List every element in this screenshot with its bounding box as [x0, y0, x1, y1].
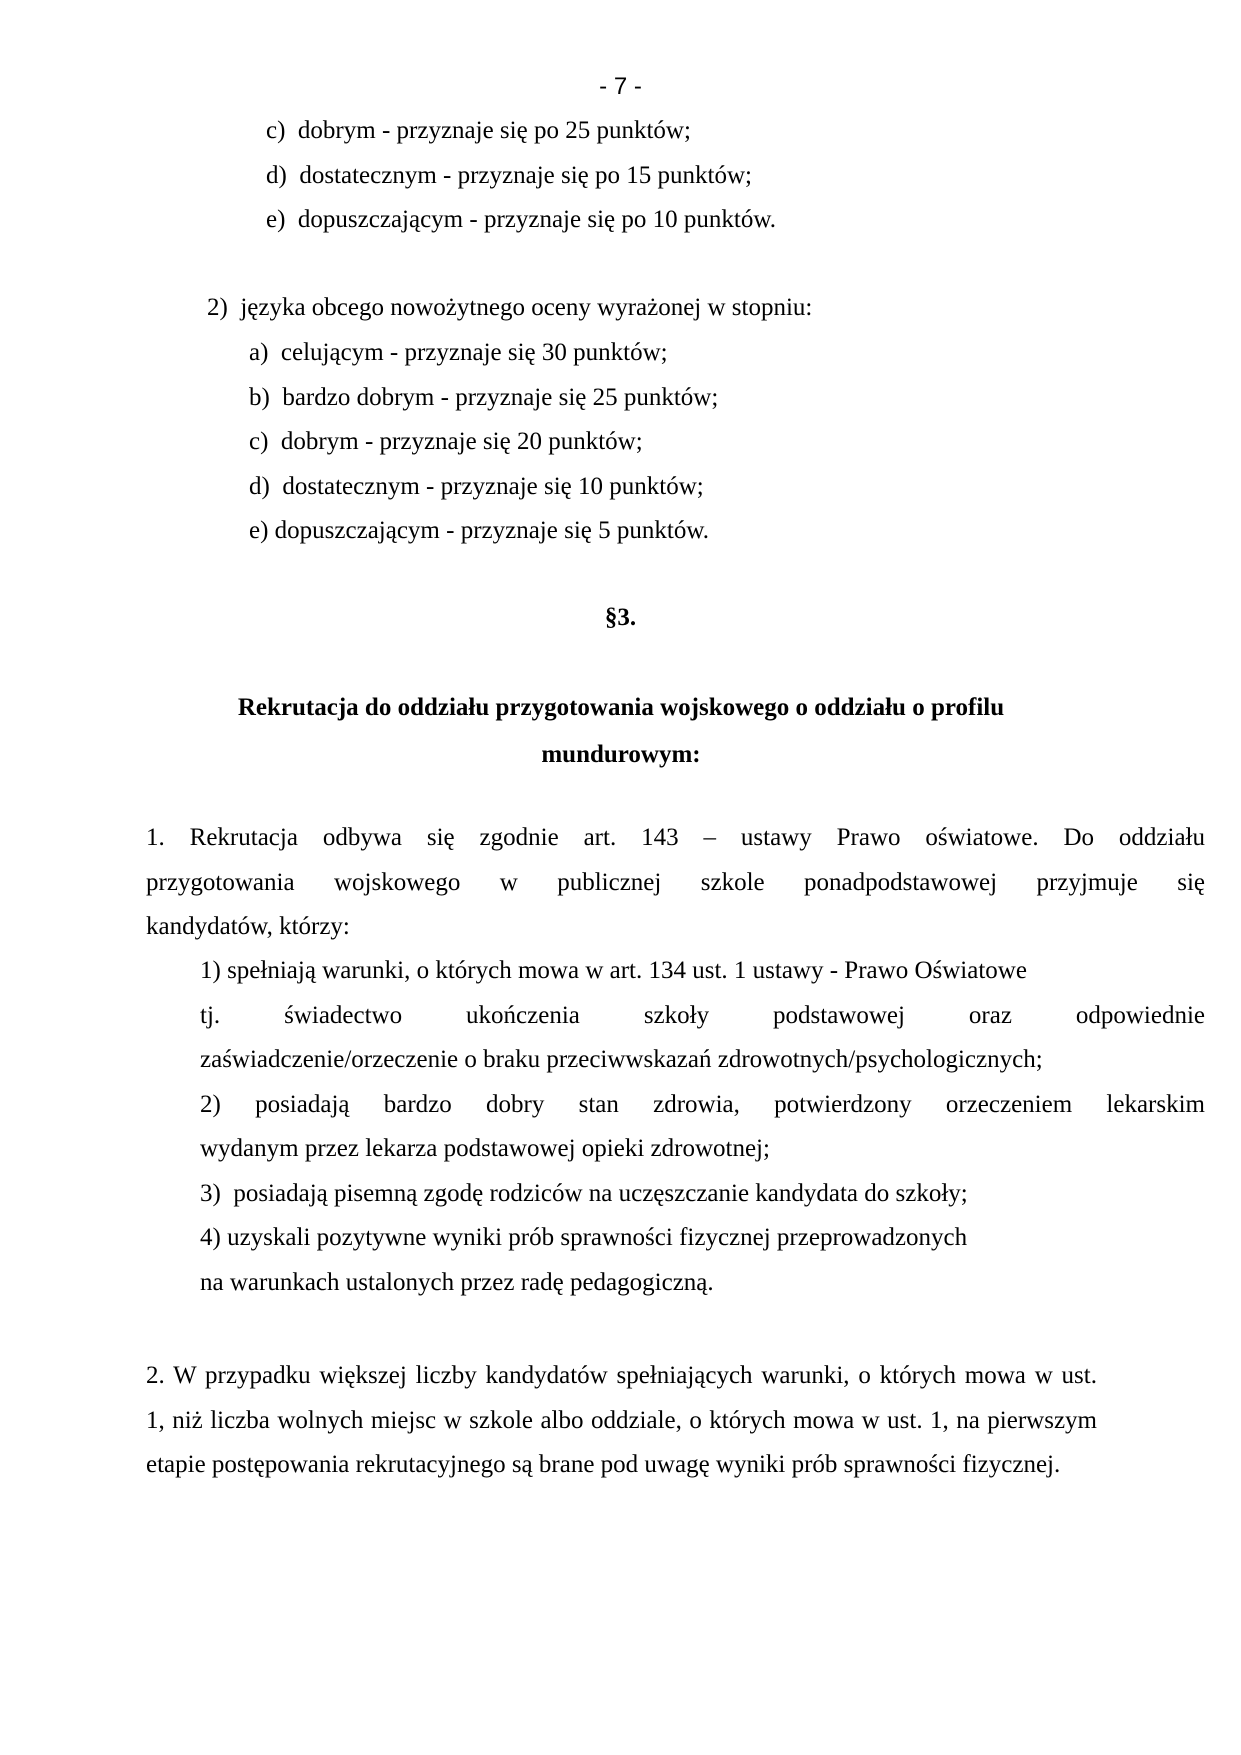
- list-item-c: c) dobrym - przyznaje się 20 punktów;: [249, 428, 643, 455]
- list-item-c: c) dobrym - przyznaje się po 25 punktów;: [266, 117, 691, 144]
- condition-1-line-3: zaświadczenie/orzeczenie o braku przeciwwskazań zdrowotnych/psychologicznych;: [200, 1046, 1043, 1073]
- foreign-language-header: [207, 286, 812, 331]
- foreign-language-grade-list: [249, 331, 718, 554]
- section-3-title: [121, 684, 1121, 778]
- section-3-marker: §3.: [604, 604, 637, 631]
- text-line: przygotowania wojskowego w publicznej szkole ponadpodstawowej przyjmuje się: [146, 868, 1205, 896]
- text-line: 1, niż liczba wolnych miejsc w szkole albo oddziale, o których mowa w ust. 1, na pierwszym: [146, 1406, 1097, 1434]
- title-line-1: Rekrutacja do oddziału przygotowania wojskowego o oddziału o profilu: [237, 694, 1005, 721]
- text-line: 1. Rekrutacja odbywa się zgodnie art. 143 – ustawy Prawo oświatowe. Do oddziału: [146, 824, 1205, 851]
- condition-2-line-2: wydanym przez lekarza podstawowej opieki zdrowotnej;: [200, 1135, 770, 1162]
- text-line: 2. W przypadku większej liczby kandydatów spełniających warunki, o których mowa w ust.: [146, 1362, 1097, 1389]
- list-item-e: e) dopuszczającym - przyznaje się 5 punktów.: [249, 517, 709, 544]
- list-item-d: d) dostatecznym - przyznaje się 10 punktów;: [249, 472, 704, 500]
- paragraph-2: [146, 1354, 1097, 1488]
- list-item-a: a) celującym - przyznaje się 30 punktów;: [249, 339, 668, 366]
- condition-4-line-2: na warunkach ustalonych przez radę pedagogiczną.: [200, 1268, 714, 1296]
- condition-2-line-1: 2) posiadają bardzo dobry stan zdrowia, potwierdzony orzeczeniem lekarskim: [200, 1090, 1205, 1118]
- condition-3: 3) posiadają pisemną zgodę rodziców na uczęszczanie kandydata do szkoły;: [200, 1179, 968, 1207]
- grade-list-continued: [266, 109, 776, 243]
- list-item-e: e) dopuszczającym - przyznaje się po 10 punktów.: [266, 206, 776, 233]
- text-line: 2) języka obcego nowożytnego oceny wyrażonej w stopniu:: [207, 294, 813, 321]
- list-item-b: b) bardzo dobrym - przyznaje się 25 punktów;: [249, 383, 719, 411]
- paragraph-1: [146, 816, 1205, 950]
- page-number: - 7 -: [599, 73, 642, 100]
- condition-1-line-1: 1) spełniają warunki, o których mowa w art. 134 ust. 1 ustawy - Prawo Oświatowe: [200, 957, 1027, 984]
- text-line: etapie postępowania rekrutacyjnego są brane pod uwagę wyniki prób sprawności fizycznej.: [146, 1451, 1061, 1478]
- condition-1-line-2: tj. świadectwo ukończenia szkoły podstawowej oraz odpowiednie: [200, 1001, 1205, 1029]
- list-item-d: d) dostatecznym - przyznaje się po 15 punktów;: [266, 161, 752, 189]
- condition-4-line-1: 4) uzyskali pozytywne wyniki prób sprawności fizycznej przeprowadzonych: [200, 1224, 968, 1251]
- text-line: kandydatów, którzy:: [146, 913, 350, 940]
- title-line-2: mundurowym:: [541, 741, 701, 768]
- conditions-list: [200, 949, 1205, 1305]
